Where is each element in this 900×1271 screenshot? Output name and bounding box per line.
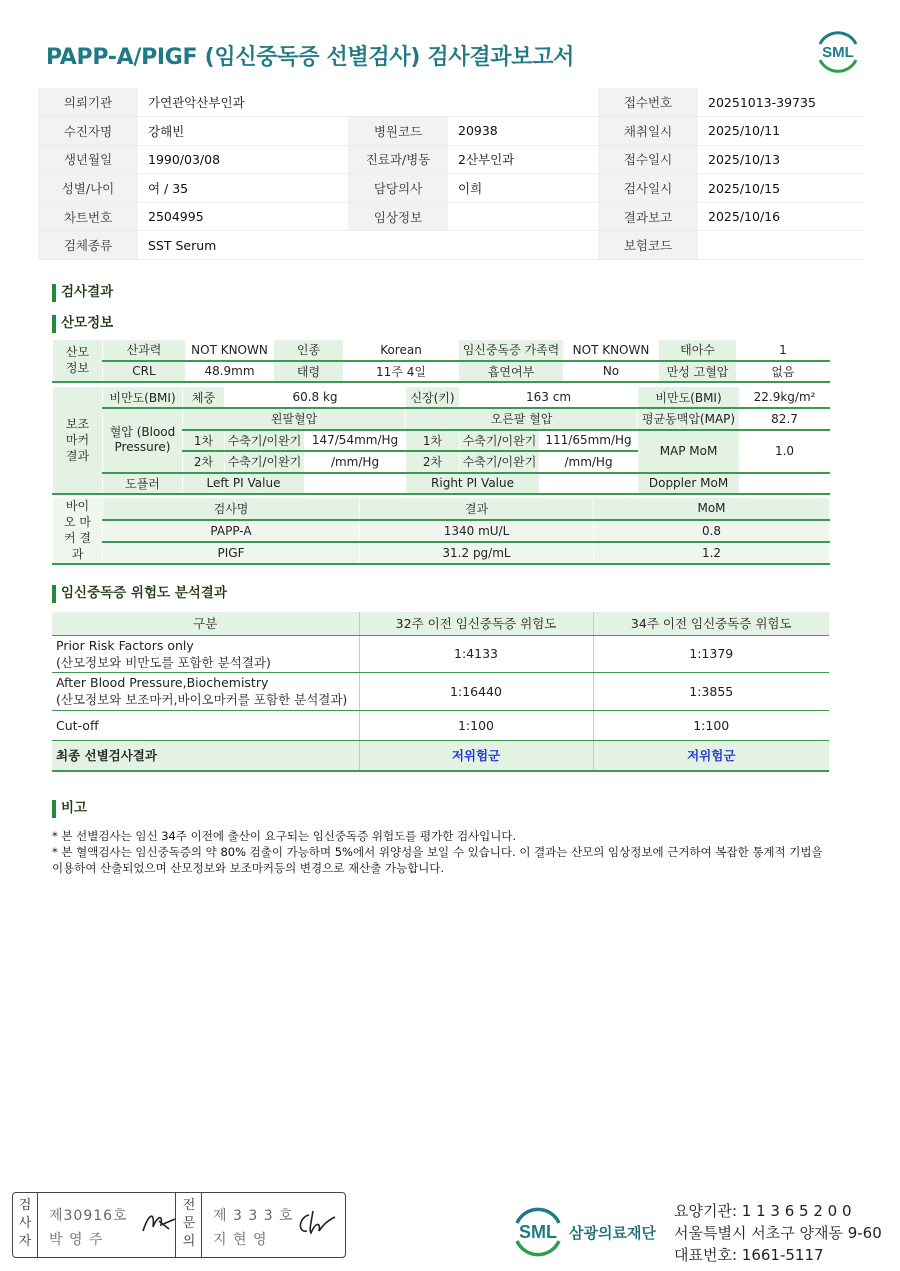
bio-mom: 1.2 bbox=[594, 542, 830, 564]
risk-label-line2: (산모정보와 보조마커,바이오마커를 포함한 분석결과) bbox=[56, 692, 348, 707]
table-row bbox=[52, 635, 829, 672]
right-pi bbox=[540, 473, 638, 495]
label-second: 2차 bbox=[183, 451, 225, 473]
cutoff-label: Cut-off bbox=[52, 710, 359, 740]
table-row bbox=[52, 710, 829, 740]
crl: 48.9mm bbox=[186, 361, 274, 382]
label-requesting-org: 의뢰기관 bbox=[38, 88, 138, 117]
label-specimen: 검체종류 bbox=[38, 231, 138, 260]
specialist-name: 지 현 영 bbox=[213, 1232, 268, 1248]
report-title: PAPP-A/PIGF (임신중독증 선별검사) 검사결과보고서 bbox=[46, 45, 575, 70]
bio-result: 1340 mU/L bbox=[360, 520, 594, 542]
label-race: 인종 bbox=[274, 340, 344, 361]
left1: 147/54mm/Hg bbox=[305, 430, 406, 452]
risk-34: 1:1379 bbox=[593, 635, 829, 672]
sml-logo-text: SML bbox=[822, 44, 854, 61]
col-test: 검사명 bbox=[103, 498, 360, 520]
label-first-right: 1차 bbox=[406, 430, 460, 452]
org-address: 서울특별시 서초구 양재동 9-60 bbox=[674, 1224, 882, 1242]
table-row bbox=[52, 740, 829, 771]
ga: 11주 4일 bbox=[344, 361, 459, 382]
bio-result: 31.2 pg/mL bbox=[360, 542, 594, 564]
label-birth: 생년월일 bbox=[38, 145, 138, 174]
label-sd-left1: 수축기/이완기 bbox=[225, 430, 305, 452]
history: NOT KNOWN bbox=[186, 340, 274, 361]
family: NOT KNOWN bbox=[564, 340, 659, 361]
label-sd-right2: 수축기/이완기 bbox=[460, 451, 540, 473]
aux-marker-table bbox=[52, 386, 830, 495]
col-risk-32: 32주 이전 임신중독증 위험도 bbox=[359, 612, 593, 635]
label-fetus: 태아수 bbox=[659, 340, 737, 361]
table-row bbox=[52, 672, 829, 710]
risk-34: 1:3855 bbox=[593, 672, 829, 710]
label-bmi2: 비만도(BMI) bbox=[638, 387, 740, 409]
label-bp: 혈압 (Blood Pressure) bbox=[103, 408, 183, 473]
col-category: 구분 bbox=[52, 612, 359, 635]
fetus: 1 bbox=[737, 340, 830, 361]
map: 82.7 bbox=[740, 408, 830, 430]
height: 163 cm bbox=[460, 387, 638, 409]
mother-info-table bbox=[52, 339, 830, 383]
label-insurance: 보험코드 bbox=[598, 231, 698, 260]
collection-date: 2025/10/11 bbox=[698, 117, 864, 146]
receipt-date: 2025/10/13 bbox=[698, 145, 864, 174]
label-map: 평균동맥압(MAP) bbox=[638, 408, 740, 430]
label-right-arm: 오른팔 혈압 bbox=[406, 408, 638, 430]
sml-logo-icon bbox=[814, 28, 862, 74]
label-right-pi: Right PI Value bbox=[406, 473, 540, 495]
label-hospital-code: 병원코드 bbox=[348, 117, 448, 146]
risk-label-line2: (산모정보와 비만도를 포함한 분석결과) bbox=[56, 654, 271, 670]
examiner-no: 제30916호 bbox=[49, 1208, 128, 1224]
care-no: 요양기관: 1 1 3 6 5 2 0 0 bbox=[674, 1202, 852, 1220]
label-left-pi: Left PI Value bbox=[183, 473, 305, 495]
specialist-no: 제 3 3 3 호 bbox=[213, 1208, 294, 1224]
bio-mom: 0.8 bbox=[594, 520, 830, 542]
aux-row-label: 보조 마커 결과 bbox=[53, 387, 103, 495]
examiner-signature-icon bbox=[139, 1207, 179, 1237]
cutoff-34: 1:100 bbox=[593, 710, 829, 740]
left-pi bbox=[305, 473, 406, 495]
col-mom: MoM bbox=[594, 498, 830, 520]
org-phone: 대표번호: 1661-5117 bbox=[674, 1246, 824, 1264]
col-result: 결과 bbox=[360, 498, 594, 520]
examiner-label: 검사자 bbox=[18, 1198, 32, 1249]
label-sd-right1: 수축기/이완기 bbox=[460, 430, 540, 452]
hospital-code: 20938 bbox=[448, 117, 598, 146]
label-sd-left2: 수축기/이완기 bbox=[225, 451, 305, 473]
note-line: * 본 선별검사는 임신 34주 이전에 출산이 요구되는 임신중독증 위험도를 평가한 검사입니다. bbox=[52, 829, 517, 843]
final-34: 저위험군 bbox=[593, 740, 829, 771]
label-weight: 체중 bbox=[183, 387, 225, 409]
label-bmi: 비만도(BMI) bbox=[103, 387, 183, 409]
info-row bbox=[38, 231, 864, 260]
bio-test: PAPP-A bbox=[103, 520, 360, 542]
label-left-arm: 왼팔혈압 bbox=[183, 408, 406, 430]
requesting-org: 가연관악산부인과 bbox=[138, 88, 598, 117]
dept: 2산부인과 bbox=[448, 145, 598, 174]
sex-age: 여 / 35 bbox=[138, 174, 348, 203]
info-row bbox=[38, 88, 864, 117]
info-row bbox=[38, 117, 864, 146]
label-family: 임신중독증 가족력 bbox=[459, 340, 564, 361]
label-crl: CRL bbox=[103, 361, 186, 382]
patient-name: 강해빈 bbox=[138, 117, 348, 146]
specialist-signature-icon bbox=[295, 1207, 339, 1239]
mother-row-label: 산모 정보 bbox=[53, 340, 103, 382]
bio-marker-table bbox=[52, 497, 830, 565]
chart-no: 2504995 bbox=[138, 202, 348, 231]
section-risk-title: 임신중독증 위험도 분석결과 bbox=[52, 585, 227, 603]
label-report-date: 결과보고 bbox=[598, 202, 698, 231]
section-results-title: 검사결과 bbox=[52, 284, 113, 302]
doctor: 이희 bbox=[448, 174, 598, 203]
label-clinical: 임상정보 bbox=[348, 202, 448, 231]
smoke: No bbox=[564, 361, 659, 382]
label-receipt-no: 접수번호 bbox=[598, 88, 698, 117]
label-smoke: 흡연여부 bbox=[459, 361, 564, 382]
insurance-code bbox=[698, 231, 864, 260]
section-remarks-title: 비고 bbox=[52, 800, 87, 818]
table-row bbox=[53, 520, 830, 542]
label-map-mom: MAP MoM bbox=[638, 430, 740, 473]
label-ga: 태령 bbox=[274, 361, 344, 382]
final-label: 최종 선별검사결과 bbox=[52, 740, 359, 771]
info-row bbox=[38, 145, 864, 174]
label-chart: 차트번호 bbox=[38, 202, 138, 231]
label-history: 산과력 bbox=[103, 340, 186, 361]
org-name: 삼광의료재단 bbox=[569, 1224, 656, 1242]
sml-footer-logo-icon bbox=[510, 1205, 566, 1257]
label-htn: 만성 고혈압 bbox=[659, 361, 737, 382]
label-doctor: 담당의사 bbox=[348, 174, 448, 203]
bmi: 22.9kg/m² bbox=[740, 387, 830, 409]
race: Korean bbox=[344, 340, 459, 361]
info-row bbox=[38, 174, 864, 203]
remarks-notes bbox=[52, 828, 832, 876]
risk-32: 1:16440 bbox=[359, 672, 593, 710]
map-mom: 1.0 bbox=[740, 430, 830, 473]
label-patient: 수진자명 bbox=[38, 117, 138, 146]
specialist-label: 전문의 bbox=[182, 1198, 196, 1249]
clinical-info bbox=[448, 202, 598, 231]
label-test-date: 검사일시 bbox=[598, 174, 698, 203]
bio-test: PIGF bbox=[103, 542, 360, 564]
cutoff-32: 1:100 bbox=[359, 710, 593, 740]
risk-label-line1: Prior Risk Factors only bbox=[56, 637, 194, 653]
note-line: * 본 혈액검사는 임신중독증의 약 80% 검출이 가능하며 5%에서 위양성을 보일 수 있습니다. 이 결과는 산모의 임상정보에 근거하여 복잡한 통계적 기법을 이용하여 산출되었으며 산모정보와 보조마커등의 변경으로 재산출 가능합니다. bbox=[52, 845, 823, 875]
final-32: 저위험군 bbox=[359, 740, 593, 771]
left2: /mm/Hg bbox=[305, 451, 406, 473]
test-date: 2025/10/15 bbox=[698, 174, 864, 203]
bio-row-label: 바이오 마커 결과 bbox=[53, 498, 103, 564]
table-row bbox=[53, 542, 830, 564]
label-height: 신장(키) bbox=[406, 387, 460, 409]
label-second-right: 2차 bbox=[406, 451, 460, 473]
right1: 111/65mm/Hg bbox=[540, 430, 638, 452]
label-doppler: 도플러 bbox=[103, 473, 183, 495]
label-doppler-mom: Doppler MoM bbox=[638, 473, 740, 495]
risk-table bbox=[52, 612, 829, 772]
signature-box bbox=[12, 1192, 346, 1258]
sml-footer-logo-text: SML bbox=[519, 1222, 557, 1242]
info-row bbox=[38, 202, 864, 231]
label-first: 1차 bbox=[183, 430, 225, 452]
section-mother-title: 산모정보 bbox=[52, 315, 113, 333]
risk-32: 1:4133 bbox=[359, 635, 593, 672]
examiner-name: 박 영 주 bbox=[49, 1232, 104, 1248]
htn: 없음 bbox=[737, 361, 830, 382]
specimen: SST Serum bbox=[138, 231, 598, 260]
label-collection-date: 채취일시 bbox=[598, 117, 698, 146]
label-receipt-date: 접수일시 bbox=[598, 145, 698, 174]
report-date: 2025/10/16 bbox=[698, 202, 864, 231]
col-risk-34: 34주 이전 임신중독증 위험도 bbox=[593, 612, 829, 635]
header-info-table bbox=[38, 88, 864, 260]
right2: /mm/Hg bbox=[540, 451, 638, 473]
weight: 60.8 kg bbox=[225, 387, 406, 409]
doppler-mom bbox=[740, 473, 830, 495]
birth-date: 1990/03/08 bbox=[138, 145, 348, 174]
risk-label-line1: After Blood Pressure,Biochemistry bbox=[56, 675, 269, 690]
label-sex-age: 성별/나이 bbox=[38, 174, 138, 203]
label-dept: 진료과/병동 bbox=[348, 145, 448, 174]
receipt-no: 20251013-39735 bbox=[698, 88, 864, 117]
